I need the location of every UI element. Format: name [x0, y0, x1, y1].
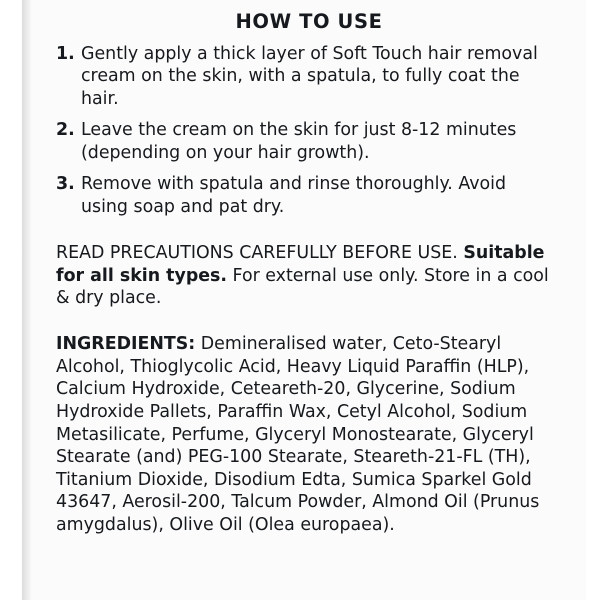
ingredients-block: [56, 333, 556, 537]
step-number: 1.: [56, 44, 75, 64]
step-text: Leave the cream on the skin for just 8-12 minutes (depending on your hair growth).: [81, 120, 517, 163]
precautions-line: READ PRECAUTIONS CAREFULLY BEFORE USE.: [56, 243, 458, 264]
step-number: 3.: [56, 174, 75, 195]
precautions-block: [56, 242, 556, 310]
step-text: Remove with spatula and rinse thoroughly. Avoid using soap and pat dry.: [81, 174, 507, 217]
ingredients-text: Demineralised water, Ceto-Stearyl Alcohol, Thioglycolic Acid, Heavy Liquid Paraffin (HLP), Calcium Hydroxide, Ceteareth-20, Glycerine, Sodium Hydroxide Pallets, Paraffin Wax, Cetyl Alcohol, Sodium Metasilicate, Perfume, Glyceryl Monostearate, Glyceryl Stearate (and) PEG-100 Stearate, Steareth-21-FL (TH), Titanium Dioxide, Disodium Edta, Sumica Sparkel Gold 43647, Aerosil-200, Talcum Powder, Almond Oil (Prunus amygdalus), Olive Oil (Olea europaea).: [56, 334, 540, 536]
list-item: [56, 173, 556, 218]
step-text: Gently apply a thick layer of Soft Touch hair removal cream on the skin, with a spatula, to fully coat the hair.: [81, 44, 538, 109]
list-item: [56, 43, 556, 110]
how-to-use-steps: [56, 43, 556, 218]
ingredients-heading: INGREDIENTS:: [56, 334, 196, 355]
list-item: [56, 119, 556, 164]
skin-types-phrase: Suitable for all skin types.: [56, 243, 545, 286]
precautions-rest: For external use only. Store in a cool & dry place.: [56, 265, 549, 309]
label-left-edge: [0, 0, 22, 600]
label-left-shadow: [22, 0, 32, 600]
label-right-edge: [586, 0, 600, 600]
page-title: HOW TO USE: [235, 10, 383, 33]
step-number: 2.: [56, 120, 75, 141]
